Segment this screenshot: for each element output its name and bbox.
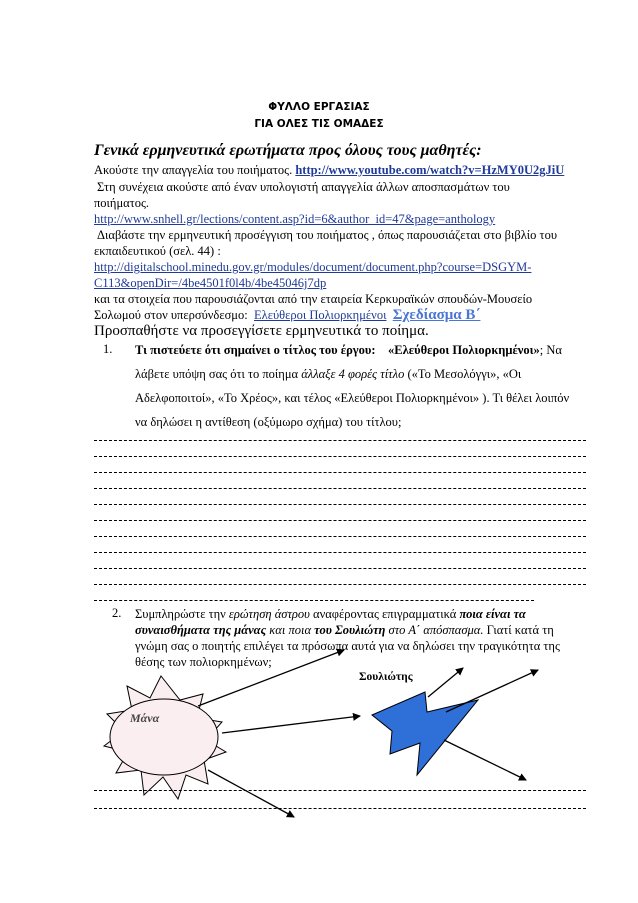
- sun-arrow-upper-right: [198, 650, 344, 706]
- bolt-arrow-right: [446, 670, 538, 712]
- answer-line[interactable]: [94, 790, 586, 791]
- snhell-link[interactable]: http://www.snhell.gr/lections/content.asp?id=6&author_id=47&page=anthology: [94, 212, 496, 226]
- q2-l1-b: αναφέροντας επιγραμματικά: [313, 607, 457, 621]
- q1-line-3: Αδελφοποιτοί», «Το Χρέος», και τέλος «Ελεύθεροι Πολιορκημένοι» ). Τι θέλει λοιπόν: [135, 391, 570, 405]
- intro-line-3: ποιήματος.: [94, 196, 150, 210]
- q2-l2-souliotis: του Σουλιώτη: [314, 623, 386, 637]
- q1-bold-question: Τι πιστεύετε ότι σημαίνει ο τίτλος του έργου:: [135, 343, 376, 357]
- q1-line2-b: («Το Μεσολόγγι», «Οι: [407, 367, 522, 381]
- intro-line-5: εκπαιδευτικού (σελ. 44) :: [94, 244, 221, 258]
- answer-line[interactable]: [94, 808, 586, 809]
- worksheet-title: ΦΥΛΛΟ ΕΡΓΑΣΙΑΣ: [268, 101, 370, 113]
- hyperlink-intro-text: Σολωμού στον υπερσύνδεσμο:: [94, 308, 248, 322]
- sun-label: Μάνα: [130, 711, 160, 725]
- q2-l2-and-which: και ποια: [269, 623, 312, 637]
- intro-line-6: και τα στοιχεία που παρουσιάζονται από την εταιρεία Κερκυραϊκών σπουδών-Μουσείο: [94, 292, 533, 306]
- listen-text: Ακούστε την απαγγελία του ποιήματος.: [94, 163, 293, 177]
- sun-arrow-right: [222, 716, 360, 733]
- q2-l1-bold-italic: ποια είναι τα: [459, 607, 526, 621]
- q2-l1-italic: ερώτηση άστρου: [228, 607, 310, 621]
- youtube-link[interactable]: http://www.youtube.com/watch?v=HzMY0U2gJiU: [295, 163, 565, 177]
- q2-number: 2.: [112, 606, 122, 620]
- sun-arrow-lower-right: [208, 770, 294, 817]
- bolt-label: Σουλιώτης: [359, 671, 413, 683]
- digitalschool-link-part2[interactable]: C113&openDir=/4be4501f0l4b/4be45046j7dp: [94, 276, 327, 290]
- q1-line-4: να δηλώσει η αντίθεση (οξύμωρο σχήμα) του τίτλου;: [135, 415, 402, 429]
- eleftheroi-link[interactable]: Ελεύθεροι Πολιορκημένοι: [254, 308, 387, 322]
- draft-b-link[interactable]: Σχεδίασμα Β΄: [392, 307, 481, 323]
- sun-shape: [104, 676, 226, 799]
- digitalschool-link-part1[interactable]: http://digitalschool.minedu.gov.gr/modules/document/document.php?course=DSGYM-: [94, 260, 532, 274]
- q1-number: 1.: [103, 342, 113, 356]
- bolt-arrow-up: [428, 668, 463, 697]
- intro-heading: Γενικά ερμηνευτικά ερωτήματα προς όλους τους μαθητές:: [94, 142, 482, 159]
- q2-l2-why: Γιατί κατά τη: [486, 623, 554, 637]
- q2-l2-mother-feelings: συναισθήματα της μάνας: [135, 623, 267, 637]
- q1-line2-a: λάβετε υπόψη σας ότι το ποίημα: [135, 367, 299, 381]
- try-line: Προσπαθήστε να προσεγγίσετε ερμηνευτικά το ποίημα.: [94, 323, 429, 339]
- bolt-arrow-lower-right: [444, 740, 526, 780]
- q1-bold-title: «Ελεύθεροι Πολιορκημένοι»: [388, 343, 540, 357]
- intro-line-4: Διαβάστε την ερμηνευτική προσέγγιση του ποιήματος , όπως παρουσιάζεται στο βιβλίο του: [97, 228, 558, 242]
- q2-line-4: θέσης των πολιορκημένων;: [135, 655, 272, 669]
- q1-after-title: ; Να: [539, 343, 562, 357]
- q2-l2-excerpt: στο Α΄ απόσπασμα.: [388, 623, 484, 637]
- intro-line-2: Στη συνέχεια ακούστε από έναν υπολογιστή απαγγελία άλλων αποσπασμάτων του: [97, 180, 510, 194]
- q2-line-3: γνώμη σας ο ποιητής επιλέγει τα πρόσωπα αυτά για να δηλώσει την τραγικότητα της: [135, 639, 560, 653]
- q1-line2-italic: άλλαξε 4 φορές τίτλο: [301, 367, 405, 381]
- worksheet-subtitle: ΓΙΑ ΟΛΕΣ ΤΙΣ ΟΜΑΔΕΣ: [254, 118, 384, 130]
- q2-l1-a: Συμπληρώστε την: [135, 607, 226, 621]
